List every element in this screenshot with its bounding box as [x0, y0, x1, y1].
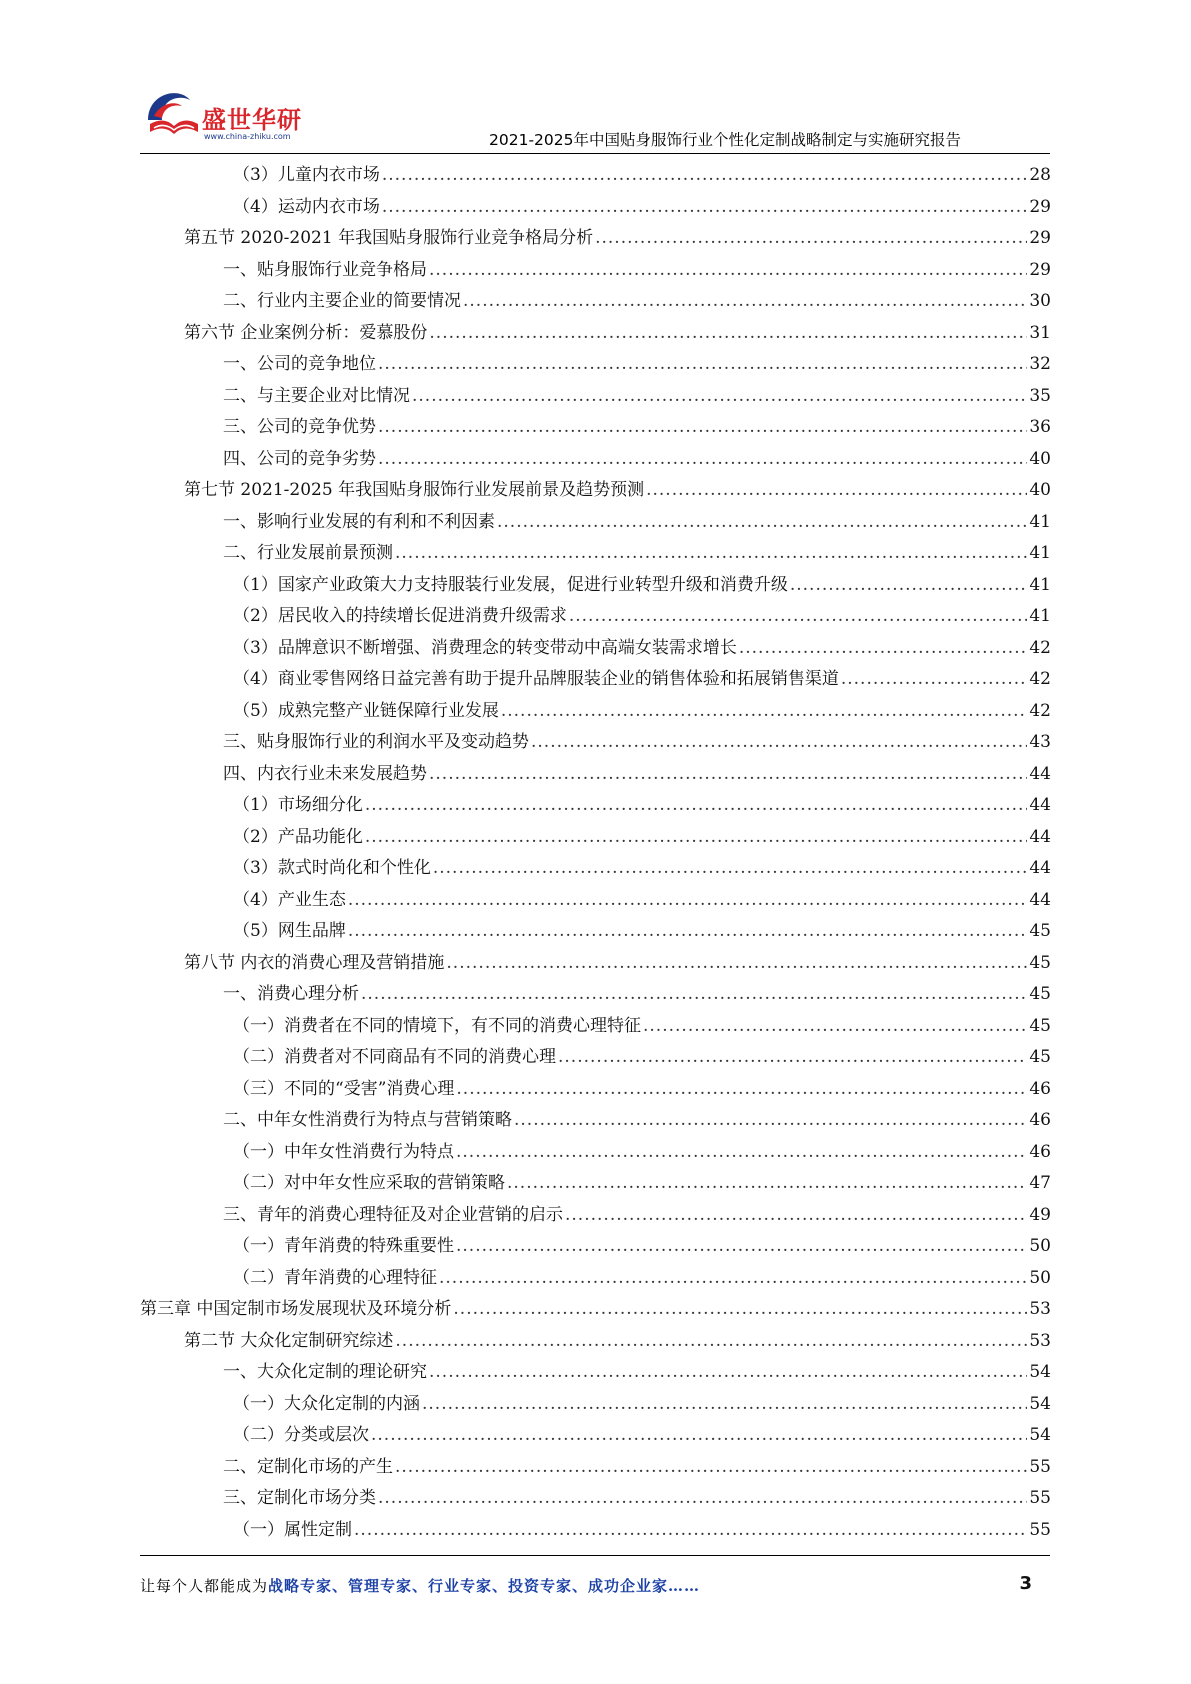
toc-entry-page: 54	[1029, 1393, 1051, 1414]
toc-dot-leader	[378, 349, 1027, 381]
toc-entry[interactable]	[140, 979, 1051, 1011]
toc-entry-label: 第七节 2021-2025 年我国贴身服饰行业发展前景及趋势预测	[184, 480, 645, 500]
toc-entry[interactable]	[140, 1294, 1051, 1326]
toc-entry[interactable]	[140, 160, 1051, 192]
toc-entry[interactable]	[140, 444, 1051, 476]
page-footer	[140, 1575, 1050, 1601]
toc-entry[interactable]	[140, 759, 1051, 791]
toc-entry-page: 31	[1029, 322, 1051, 343]
footer-divider	[140, 1555, 1050, 1556]
toc-entry-label: （2）产品功能化	[233, 826, 363, 847]
toc-entry[interactable]	[140, 1515, 1051, 1547]
toc-entry[interactable]	[140, 1042, 1051, 1074]
toc-entry-label: 二、与主要企业对比情况	[223, 385, 410, 406]
toc-entry[interactable]	[140, 1389, 1051, 1421]
toc-entry-page: 54	[1029, 1425, 1051, 1445]
toc-entry-label: （2）居民收入的持续增长促进消费升级需求	[233, 606, 567, 626]
toc-entry-page: 44	[1029, 763, 1051, 784]
toc-dot-leader	[365, 790, 1028, 822]
report-title: 2021-2025年中国贴身服饰行业个性化定制战略制定与实施研究报告	[489, 131, 961, 149]
toc-entry[interactable]	[140, 570, 1051, 602]
toc-entry-label: （一）消费者在不同的情境下，有不同的消费心理特征	[233, 1015, 641, 1036]
toc-entry-page: 55	[1029, 1519, 1051, 1540]
toc-entry-label: （3）品牌意识不断增强、消费理念的转变带动中高端女装需求增长	[233, 637, 737, 658]
toc-entry[interactable]	[140, 475, 1051, 507]
toc-entry-label: （4）产业生态	[233, 889, 346, 910]
toc-entry-page: 46	[1029, 1110, 1051, 1130]
toc-dot-leader	[456, 1137, 1027, 1169]
toc-entry-page: 45	[1029, 1015, 1051, 1036]
toc-entry[interactable]	[140, 1357, 1051, 1389]
toc-entry-label: （三）不同的“受害”消费心理	[233, 1078, 455, 1099]
toc-dot-leader	[643, 1011, 1027, 1043]
toc-entry-page: 28	[1029, 165, 1051, 185]
toc-dot-leader	[507, 1168, 1027, 1200]
toc-entry-page: 41	[1029, 606, 1051, 626]
toc-entry[interactable]	[140, 948, 1051, 980]
toc-entry-label: 二、定制化市场的产生	[223, 1456, 393, 1477]
table-of-contents	[140, 160, 1051, 1546]
toc-entry[interactable]	[140, 538, 1051, 570]
toc-dot-leader	[456, 1231, 1027, 1263]
toc-entry-page: 42	[1029, 669, 1051, 689]
toc-dot-leader	[348, 885, 1028, 917]
toc-entry-page: 47	[1029, 1173, 1051, 1193]
toc-entry-label: 第六节 企业案例分析：爱慕股份	[184, 322, 428, 343]
toc-entry[interactable]	[140, 790, 1051, 822]
toc-entry-page: 46	[1029, 1141, 1051, 1162]
toc-entry-page: 45	[1029, 1047, 1051, 1067]
toc-entry-label: 二、行业发展前景预测	[223, 543, 393, 563]
toc-dot-leader	[739, 633, 1028, 665]
toc-entry-page: 55	[1029, 1456, 1051, 1477]
toc-entry-page: 44	[1029, 826, 1051, 847]
toc-entry-label: （3）儿童内衣市场	[233, 165, 380, 185]
toc-entry-label: （一）青年消费的特殊重要性	[233, 1236, 454, 1256]
toc-entry-label: （二）青年消费的心理特征	[233, 1267, 437, 1288]
toc-entry-label: （1）国家产业政策大力支持服装行业发展，促进行业转型升级和消费升级	[233, 574, 788, 595]
toc-entry-page: 45	[1029, 952, 1051, 973]
toc-entry[interactable]	[140, 664, 1051, 696]
page-number: 3	[1019, 1573, 1032, 1594]
toc-entry-label: 四、内衣行业未来发展趋势	[223, 763, 427, 784]
toc-dot-leader	[365, 822, 1028, 854]
toc-entry-label: 第三章 中国定制市场发展现状及环境分析	[140, 1299, 452, 1319]
toc-entry-label: （4）商业零售网络日益完善有助于提升品牌服装企业的销售体验和拓展销售渠道	[233, 669, 839, 689]
toc-entry-page: 49	[1029, 1204, 1051, 1225]
toc-entry[interactable]	[140, 507, 1051, 539]
toc-entry-label: 一、贴身服饰行业竞争格局	[223, 259, 427, 280]
toc-dot-leader	[429, 318, 1027, 350]
toc-entry-page: 53	[1029, 1299, 1051, 1319]
toc-entry[interactable]	[140, 1105, 1051, 1137]
toc-entry[interactable]	[140, 1231, 1051, 1263]
toc-dot-leader	[422, 1389, 1027, 1421]
toc-entry[interactable]	[140, 1137, 1051, 1169]
toc-entry[interactable]	[140, 381, 1051, 413]
toc-dot-leader	[439, 1263, 1027, 1295]
toc-entry-page: 30	[1029, 291, 1051, 311]
toc-dot-leader	[371, 1420, 1027, 1452]
toc-entry[interactable]	[140, 1483, 1051, 1515]
toc-entry-page: 45	[1029, 921, 1051, 941]
toc-entry-page: 35	[1029, 385, 1051, 406]
toc-entry-page: 43	[1029, 732, 1051, 752]
book-logo-icon	[140, 80, 206, 140]
toc-dot-leader	[378, 412, 1027, 444]
toc-entry-label: 三、青年的消费心理特征及对企业营销的启示	[223, 1204, 563, 1225]
toc-entry-label: 一、消费心理分析	[223, 984, 359, 1004]
toc-entry-label: （二）对中年女性应采取的营销策略	[233, 1173, 505, 1193]
toc-dot-leader	[646, 475, 1027, 507]
toc-entry[interactable]	[140, 853, 1051, 885]
toc-dot-leader	[429, 1357, 1027, 1389]
toc-entry[interactable]	[140, 1263, 1051, 1295]
toc-dot-leader	[378, 1483, 1027, 1515]
toc-dot-leader	[497, 507, 1027, 539]
toc-dot-leader	[361, 979, 1027, 1011]
footer-slogan	[140, 1575, 700, 1596]
toc-dot-leader	[558, 1042, 1027, 1074]
toc-entry[interactable]	[140, 1420, 1051, 1452]
toc-entry-label: （一）属性定制	[233, 1519, 352, 1540]
toc-entry[interactable]	[140, 1452, 1051, 1484]
toc-entry-label: 二、中年女性消费行为特点与营销策略	[223, 1110, 512, 1130]
logo-url: www.china-zhiku.com	[204, 132, 291, 141]
toc-entry[interactable]	[140, 1326, 1051, 1358]
toc-entry-label: 第二节 大众化定制研究综述	[184, 1330, 394, 1351]
toc-dot-leader	[378, 444, 1027, 476]
toc-entry-label: 一、大众化定制的理论研究	[223, 1362, 427, 1382]
toc-dot-leader	[412, 381, 1027, 413]
toc-entry-page: 50	[1029, 1267, 1051, 1288]
toc-entry-page: 41	[1029, 574, 1051, 595]
toc-dot-leader	[595, 223, 1027, 255]
page-header	[0, 0, 1191, 160]
toc-entry-page: 41	[1029, 511, 1051, 532]
toc-entry-label: （二）分类或层次	[233, 1425, 369, 1445]
toc-entry[interactable]	[140, 822, 1051, 854]
toc-entry[interactable]	[140, 286, 1051, 318]
toc-dot-leader	[354, 1515, 1027, 1547]
toc-dot-leader	[456, 1074, 1027, 1106]
toc-entry-label: 一、影响行业发展的有利和不利因素	[223, 511, 495, 532]
toc-entry-page: 45	[1029, 984, 1051, 1004]
toc-entry-label: 二、行业内主要企业的简要情况	[223, 291, 461, 311]
toc-entry-label: 第五节 2020-2021 年我国贴身服饰行业竞争格局分析	[184, 228, 594, 248]
toc-dot-leader	[790, 570, 1028, 602]
toc-dot-leader	[565, 1200, 1027, 1232]
toc-entry-page: 42	[1029, 700, 1051, 721]
toc-dot-leader	[395, 1326, 1027, 1358]
toc-entry-page: 41	[1029, 543, 1051, 563]
toc-entry-label: 四、公司的竞争劣势	[223, 448, 376, 469]
toc-entry-page: 54	[1029, 1362, 1051, 1382]
toc-entry-page: 42	[1029, 637, 1051, 658]
toc-entry[interactable]	[140, 255, 1051, 287]
toc-entry[interactable]	[140, 192, 1051, 224]
toc-entry-label: （4）运动内衣市场	[233, 196, 380, 217]
toc-dot-leader	[841, 664, 1028, 696]
toc-entry-page: 36	[1029, 417, 1051, 437]
slogan-experts: 战略专家、管理专家、行业专家、投资专家、成功企业家……	[268, 1577, 701, 1595]
toc-entry-page: 46	[1029, 1078, 1051, 1099]
toc-entry-page: 32	[1029, 354, 1051, 374]
toc-dot-leader	[382, 160, 1028, 192]
toc-entry[interactable]	[140, 223, 1051, 255]
slogan-prefix: 让每个人都能成为	[140, 1577, 269, 1595]
toc-entry[interactable]	[140, 349, 1051, 381]
toc-entry-label: （二）消费者对不同商品有不同的消费心理	[233, 1047, 556, 1067]
toc-entry[interactable]	[140, 1011, 1051, 1043]
toc-dot-leader	[569, 601, 1028, 633]
toc-entry-page: 53	[1029, 1330, 1051, 1351]
toc-entry-label: （3）款式时尚化和个性化	[233, 858, 431, 878]
toc-entry-label: （5）网生品牌	[233, 921, 346, 941]
toc-dot-leader	[446, 948, 1027, 980]
toc-entry[interactable]	[140, 1168, 1051, 1200]
toc-entry-label: （一）大众化定制的内涵	[233, 1393, 420, 1414]
toc-entry-label: 一、公司的竞争地位	[223, 354, 376, 374]
toc-entry-page: 44	[1029, 889, 1051, 910]
toc-dot-leader	[433, 853, 1028, 885]
toc-entry-label: （1）市场细分化	[233, 795, 363, 815]
toc-dot-leader	[348, 916, 1028, 948]
toc-dot-leader	[453, 1294, 1027, 1326]
toc-entry-page: 55	[1029, 1488, 1051, 1508]
toc-entry[interactable]	[140, 916, 1051, 948]
toc-dot-leader	[429, 255, 1027, 287]
toc-entry-page: 29	[1029, 196, 1051, 217]
toc-dot-leader	[395, 1452, 1027, 1484]
toc-entry-page: 29	[1029, 228, 1051, 248]
toc-entry-page: 44	[1029, 858, 1051, 878]
toc-entry-label: 第八节 内衣的消费心理及营销措施	[184, 952, 445, 973]
toc-entry-label: 三、定制化市场分类	[223, 1488, 376, 1508]
toc-dot-leader	[395, 538, 1027, 570]
toc-dot-leader	[429, 759, 1027, 791]
toc-entry-label: （5）成熟完整产业链保障行业发展	[233, 700, 499, 721]
toc-dot-leader	[463, 286, 1027, 318]
toc-entry[interactable]	[140, 1200, 1051, 1232]
toc-entry[interactable]	[140, 318, 1051, 350]
toc-entry-page: 40	[1029, 448, 1051, 469]
toc-entry-page: 50	[1029, 1236, 1051, 1256]
toc-entry-page: 29	[1029, 259, 1051, 280]
toc-dot-leader	[501, 696, 1028, 728]
company-logo	[140, 80, 310, 150]
toc-dot-leader	[382, 192, 1028, 224]
toc-entry[interactable]	[140, 885, 1051, 917]
toc-entry-label: （一）中年女性消费行为特点	[233, 1141, 454, 1162]
toc-dot-leader	[514, 1105, 1027, 1137]
logo-name: 盛世华研	[202, 106, 302, 134]
toc-entry[interactable]	[140, 1074, 1051, 1106]
toc-entry[interactable]	[140, 412, 1051, 444]
toc-entry[interactable]	[140, 727, 1051, 759]
toc-entry[interactable]	[140, 633, 1051, 665]
toc-entry[interactable]	[140, 601, 1051, 633]
toc-dot-leader	[531, 727, 1027, 759]
header-divider	[140, 153, 1050, 154]
toc-entry-page: 40	[1029, 480, 1051, 500]
toc-entry-page: 44	[1029, 795, 1051, 815]
toc-entry[interactable]	[140, 696, 1051, 728]
toc-entry-label: 三、公司的竞争优势	[223, 417, 376, 437]
toc-entry-label: 三、贴身服饰行业的利润水平及变动趋势	[223, 732, 529, 752]
